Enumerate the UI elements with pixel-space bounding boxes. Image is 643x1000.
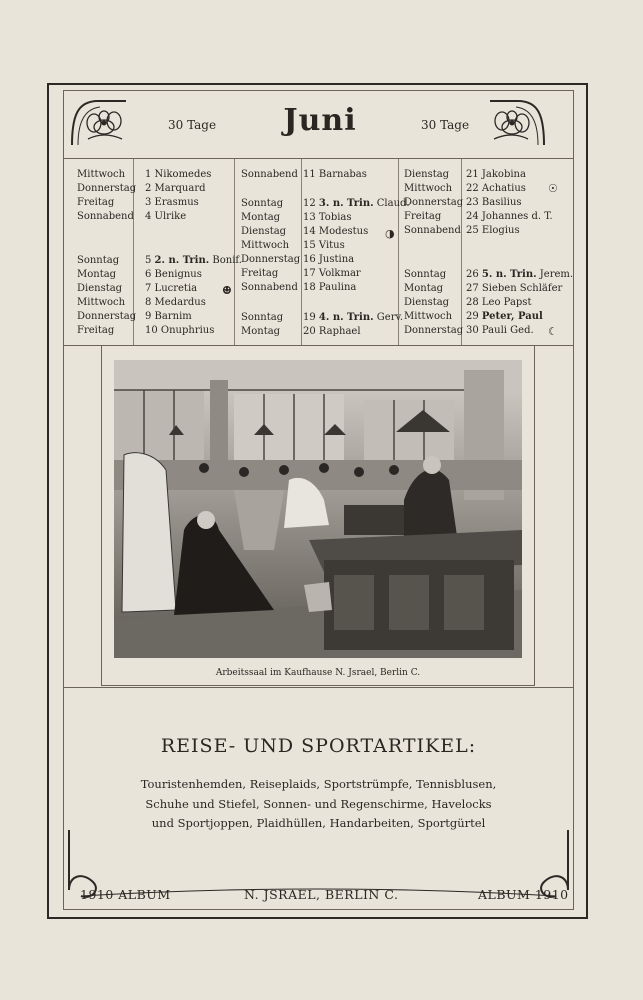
weekday-label: Sonntag	[404, 269, 447, 280]
day-entry	[303, 168, 367, 182]
day-entry	[466, 310, 543, 324]
weekday-label: Donnerstag	[77, 311, 137, 322]
day-number: 15	[303, 240, 319, 251]
day-entry	[466, 182, 526, 196]
day-number: 25	[466, 225, 482, 236]
day-entry	[466, 210, 553, 224]
weekday-label: Dienstag	[77, 283, 123, 294]
day-number: 27	[466, 283, 482, 294]
ad-divider	[63, 687, 574, 688]
day-entry	[466, 282, 562, 296]
weekday-label: Freitag	[77, 197, 115, 208]
day-entry	[145, 168, 211, 182]
weekday-label: Dienstag	[404, 297, 450, 308]
days-count-left: 30 Tage	[168, 118, 217, 132]
weekday-label: Mittwoch	[404, 311, 453, 322]
photo-caption: Arbeitssaal im Kaufhause N. Jsrael, Berlin C.	[215, 668, 421, 678]
saint-name: Volkmar	[318, 268, 361, 279]
ad-title: REISE- UND SPORTARTIKEL:	[160, 735, 477, 757]
day-entry	[145, 324, 214, 338]
saint-name: Nikomedes	[154, 169, 212, 180]
weekday-label: Mittwoch	[77, 169, 126, 180]
weekday-label: Sonnabend	[241, 282, 298, 293]
sunday-label: 5. n. Trin.	[481, 269, 537, 280]
weekday-label: Dienstag	[241, 226, 287, 237]
day-number: 11	[303, 169, 319, 180]
saint-name: Johannes d. T.	[481, 211, 553, 222]
weekday-label: Mittwoch	[241, 240, 290, 251]
day-number: 23	[466, 197, 482, 208]
saint-name: Lucretia	[154, 283, 198, 294]
day-number: 6	[145, 269, 155, 280]
weekday-label: Sonntag	[77, 255, 120, 266]
weekday-label: Donnerstag	[241, 254, 301, 265]
new-moon-icon: ☻	[222, 284, 232, 297]
day-entry	[303, 239, 345, 253]
day-entry	[145, 268, 202, 282]
day-number: 24	[466, 211, 482, 222]
saint-name: Medardus	[154, 297, 206, 308]
day-entry	[145, 310, 192, 324]
day-number: 13	[303, 212, 319, 223]
weekday-label: Sonnabend	[77, 211, 134, 222]
saint-name: Vitus	[318, 240, 345, 251]
day-number: 5	[145, 255, 155, 266]
ad-line-2: Schuhe und Stiefel, Sonnen- und Regenschirme, Havelocks	[145, 797, 492, 811]
month-title: Juni	[283, 103, 357, 138]
day-number: 2	[145, 183, 155, 194]
saint-name: Sieben Schläfer	[481, 283, 563, 294]
weekday-label: Freitag	[404, 211, 442, 222]
day-number: 21	[466, 169, 482, 180]
day-number: 3	[145, 197, 155, 208]
day-number: 16	[303, 254, 319, 265]
saint-name: Marquard	[154, 183, 206, 194]
day-entry	[145, 296, 206, 310]
day-entry	[145, 196, 199, 210]
weekday-label: Sonnabend	[404, 225, 461, 236]
day-number: 4	[145, 211, 155, 222]
saint-name: Modestus	[318, 226, 369, 237]
saint-name: Erasmus	[154, 197, 199, 208]
footer-center: N. JSRAEL, BERLIN C.	[244, 887, 399, 902]
saint-name: Onuphrius	[160, 325, 215, 336]
day-entry	[466, 296, 531, 310]
sunday-label: Peter, Paul	[481, 311, 543, 322]
day-entry	[466, 196, 522, 210]
saint-name: Elogius	[481, 225, 520, 236]
saint-name: Raphael	[318, 326, 361, 337]
sunday-label: 2. n. Trin.	[154, 255, 210, 266]
weekday-label: Freitag	[241, 268, 279, 279]
day-entry	[303, 211, 352, 225]
weekday-label: Mittwoch	[404, 183, 453, 194]
weekday-label: Donnerstag	[404, 325, 464, 336]
day-number: 20	[303, 326, 319, 337]
sunday-label: 4. n. Trin.	[318, 312, 374, 323]
sunday-label: 3. n. Trin.	[318, 198, 374, 209]
day-entry	[145, 254, 242, 268]
day-number: 22	[466, 183, 482, 194]
weekday-label: Sonntag	[241, 198, 284, 209]
last-quarter-moon-icon: ☾	[548, 325, 558, 338]
day-entry	[303, 325, 361, 339]
day-number: 9	[145, 311, 155, 322]
day-number: 17	[303, 268, 319, 279]
weekday-label: Montag	[241, 212, 281, 223]
weekday-label: Sonnabend	[241, 169, 298, 180]
weekday-label: Montag	[241, 326, 281, 337]
ad-line-1: Touristenhemden, Reiseplaids, Sportstrümpfe, Tennisblusen,	[140, 777, 497, 791]
weekday-label: Sonntag	[241, 312, 284, 323]
day-number: 8	[145, 297, 155, 308]
day-entry	[466, 324, 534, 338]
saint-name: Jerem.	[539, 269, 574, 280]
ad-line-3: und Sportjoppen, Plaidhüllen, Handarbeiten, Sportgürtel	[151, 816, 486, 830]
day-entry	[466, 224, 520, 238]
saint-name: Ulrike	[154, 211, 187, 222]
day-number: 29	[466, 311, 482, 322]
day-entry	[466, 168, 526, 182]
floral-ornament-right	[488, 95, 548, 150]
weekday-label: Donnerstag	[404, 197, 464, 208]
weekday-label: Montag	[77, 269, 117, 280]
department-store-workroom-photo	[114, 360, 522, 658]
saint-name: Leo Papst	[481, 297, 532, 308]
saint-name: Achatius	[481, 183, 526, 194]
day-entry	[145, 210, 186, 224]
weekday-label: Mittwoch	[77, 297, 126, 308]
day-number: 12	[303, 198, 319, 209]
saint-name: Jakobina	[481, 169, 526, 180]
day-number: 14	[303, 226, 319, 237]
day-entry	[303, 197, 410, 211]
weekday-label: Freitag	[77, 325, 115, 336]
day-entry	[303, 311, 403, 325]
day-entry	[303, 253, 354, 267]
saint-name: Barnabas	[318, 169, 367, 180]
saint-name: Bonif.	[212, 255, 242, 266]
day-entry	[145, 182, 206, 196]
day-number: 26	[466, 269, 482, 280]
day-number: 7	[145, 283, 155, 294]
weekday-label: Donnerstag	[77, 183, 137, 194]
day-number: 19	[303, 312, 319, 323]
saint-name: Pauli Ged.	[481, 325, 534, 336]
day-number: 28	[466, 297, 482, 308]
day-number: 1	[145, 169, 155, 180]
saint-name: Benignus	[154, 269, 202, 280]
footer-left: 1910 ALBUM	[80, 887, 171, 902]
weekday-label: Montag	[404, 283, 444, 294]
day-number: 30	[466, 325, 482, 336]
day-entry	[145, 282, 197, 296]
saint-name: Justina	[318, 254, 355, 265]
saint-name: Basilius	[481, 197, 522, 208]
first-quarter-moon-icon: ◑	[385, 227, 395, 240]
saint-name: Claud.	[376, 198, 410, 209]
weekday-label: Dienstag	[404, 169, 450, 180]
floral-ornament-left	[68, 95, 128, 150]
saint-name: Barnim	[154, 311, 192, 322]
day-entry	[303, 267, 361, 281]
day-number: 10	[145, 325, 161, 336]
day-number: 18	[303, 282, 319, 293]
saint-name: Tobias	[318, 212, 352, 223]
days-count-right: 30 Tage	[421, 118, 470, 132]
saint-name: Paulina	[318, 282, 357, 293]
day-entry	[303, 225, 368, 239]
day-entry	[466, 268, 573, 282]
saint-name: Gerv.	[376, 312, 404, 323]
footer-right: ALBUM 1910	[478, 887, 569, 902]
day-entry	[303, 281, 356, 295]
full-moon-icon: ☉	[548, 182, 558, 195]
